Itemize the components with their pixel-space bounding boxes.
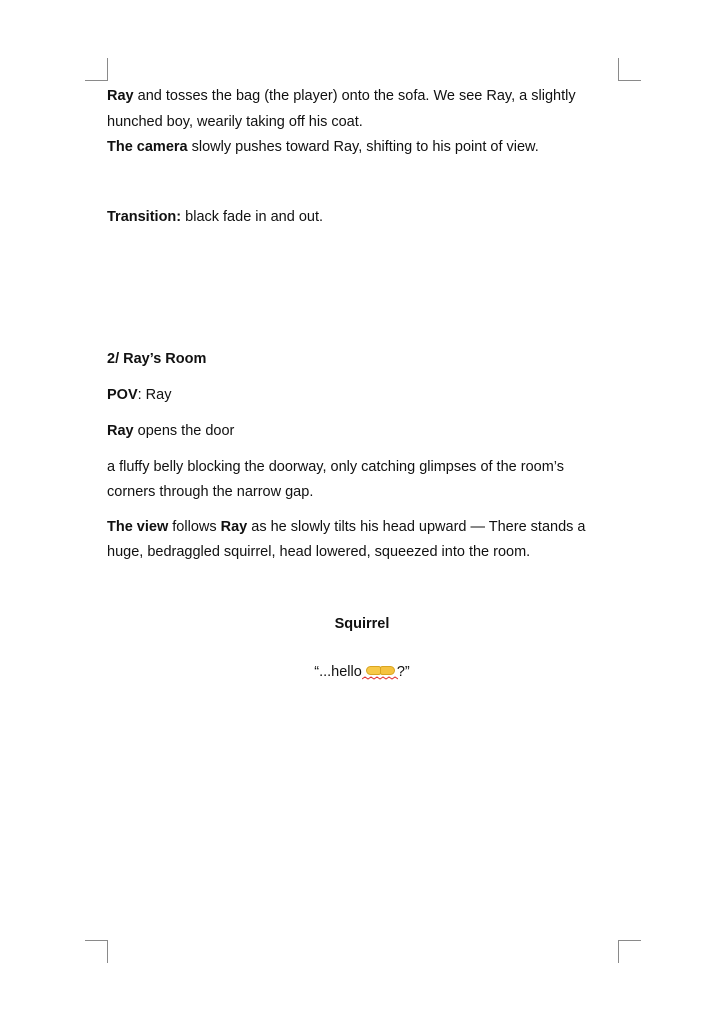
body-text: and tosses the bag (the player) onto the sofa. We see Ray, a slightly: [133, 88, 576, 104]
crop-mark-bottom-left: [85, 940, 108, 963]
body-text: black fade in and out.: [181, 209, 324, 225]
body-text: follows: [168, 519, 221, 535]
hands-pointing-emoji-icon: [362, 663, 397, 681]
body-text: slowly pushes toward Ray, shifting to his point of view.: [187, 139, 539, 155]
action-line: [107, 518, 586, 536]
character-name: Ray: [107, 88, 134, 104]
crop-mark-top-left: [85, 58, 108, 81]
body-text: opens the door: [133, 423, 235, 439]
pov-value: : Ray: [137, 387, 172, 403]
crop-mark-top-right: [618, 58, 641, 81]
dialogue-text: “...hello: [314, 664, 362, 680]
action-line: [107, 422, 234, 440]
action-line: corners through the narrow gap.: [107, 484, 314, 500]
action-line: a fluffy belly blocking the doorway, only catching glimpses of the room’s: [107, 459, 564, 475]
transition-label: Transition:: [107, 209, 182, 225]
view-label: The view: [107, 519, 169, 535]
pov-label: POV: [107, 387, 138, 403]
action-line: huge, bedraggled squirrel, head lowered, squeezed into the room.: [107, 544, 531, 560]
character-name: Ray: [107, 423, 134, 439]
paragraph-line: [107, 87, 576, 105]
dialogue-line: [107, 663, 617, 681]
crop-mark-bottom-right: [618, 940, 641, 963]
dialogue-text: ?”: [396, 664, 410, 680]
camera-label: The camera: [107, 139, 188, 155]
pov-line: [107, 386, 171, 404]
scene-heading: 2/ Ray’s Room: [107, 351, 207, 367]
paragraph-line: [107, 138, 539, 156]
spellcheck-squiggle-icon: [362, 676, 398, 680]
transition-line: [107, 208, 323, 226]
dialogue-character: Squirrel: [334, 616, 390, 632]
character-name: Ray: [220, 519, 248, 535]
paragraph-line: [107, 113, 363, 131]
body-text: as he slowly tilts his head upward — There stands a: [247, 519, 586, 535]
body-text: hunched boy, wearily taking off his coat.: [107, 114, 363, 130]
